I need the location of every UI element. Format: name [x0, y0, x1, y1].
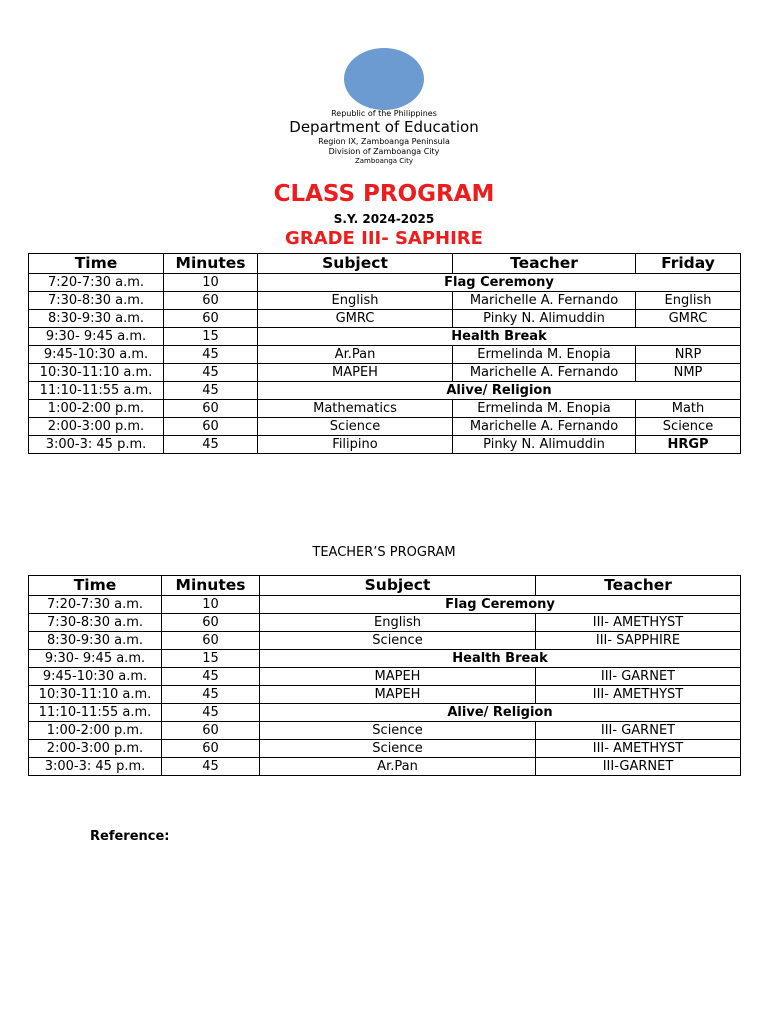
cell-subject: Ar.Pan: [258, 346, 453, 364]
cell-time: 7:20-7:30 a.m.: [29, 274, 164, 292]
cell-minutes: 60: [162, 614, 260, 632]
class-program-table: [28, 253, 741, 454]
page-title: CLASS PROGRAM: [273, 181, 495, 207]
cell-minutes: 15: [164, 328, 258, 346]
table-row: [29, 310, 741, 328]
cell-activity: Flag Ceremony: [260, 596, 741, 614]
teacher-program-table: [28, 575, 741, 776]
cell-friday: GMRC: [636, 310, 741, 328]
table-row: [29, 418, 741, 436]
cell-time: 11:10-11:55 a.m.: [29, 704, 162, 722]
cell-minutes: 60: [162, 632, 260, 650]
table-row: [29, 436, 741, 454]
table-row: [29, 292, 741, 310]
col-time: Time: [29, 576, 162, 596]
cell-teacher: III-GARNET: [536, 758, 741, 776]
cell-teacher: Marichelle A. Fernando: [453, 418, 636, 436]
cell-minutes: 45: [164, 346, 258, 364]
table-row: [29, 704, 741, 722]
cell-time: 8:30-9:30 a.m.: [29, 310, 164, 328]
table-row: [29, 650, 741, 668]
col-time: Time: [29, 254, 164, 274]
col-subject: Subject: [260, 576, 536, 596]
table-row: [29, 596, 741, 614]
table-row: [29, 364, 741, 382]
cell-minutes: 45: [164, 436, 258, 454]
cell-teacher: Marichelle A. Fernando: [453, 364, 636, 382]
cell-subject: Science: [258, 418, 453, 436]
cell-minutes: 45: [164, 382, 258, 400]
cell-time: 2:00-3:00 p.m.: [29, 418, 164, 436]
cell-minutes: 60: [162, 722, 260, 740]
cell-time: 7:30-8:30 a.m.: [29, 614, 162, 632]
cell-subject: Science: [260, 740, 536, 758]
cell-friday: Math: [636, 400, 741, 418]
table-row: [29, 740, 741, 758]
cell-teacher: III- GARNET: [536, 722, 741, 740]
cell-subject: Filipino: [258, 436, 453, 454]
cell-teacher: Ermelinda M. Enopia: [453, 346, 636, 364]
table-row: [29, 632, 741, 650]
cell-time: 3:00-3: 45 p.m.: [29, 436, 164, 454]
cell-activity: Flag Ceremony: [258, 274, 741, 292]
table-row: [29, 328, 741, 346]
cell-teacher: Pinky N. Alimuddin: [453, 310, 636, 328]
cell-time: 3:00-3: 45 p.m.: [29, 758, 162, 776]
cell-subject: Science: [260, 722, 536, 740]
teacher-program-title: TEACHER’S PROGRAM: [312, 545, 456, 560]
cell-friday: HRGP: [636, 436, 741, 454]
table-row: [29, 382, 741, 400]
cell-time: 9:45-10:30 a.m.: [29, 346, 164, 364]
cell-minutes: 10: [162, 596, 260, 614]
cell-subject: Science: [260, 632, 536, 650]
table-row: [29, 346, 741, 364]
cell-teacher: III- SAPPHIRE: [536, 632, 741, 650]
cell-minutes: 60: [164, 418, 258, 436]
col-friday: Friday: [636, 254, 741, 274]
cell-activity: Alive/ Religion: [260, 704, 741, 722]
cell-time: 1:00-2:00 p.m.: [29, 400, 164, 418]
cell-time: 9:30- 9:45 a.m.: [29, 650, 162, 668]
cell-subject: Ar.Pan: [260, 758, 536, 776]
cell-time: 8:30-9:30 a.m.: [29, 632, 162, 650]
cell-teacher: Pinky N. Alimuddin: [453, 436, 636, 454]
republic-line: Republic of the Philippines: [331, 109, 437, 118]
cell-teacher: Marichelle A. Fernando: [453, 292, 636, 310]
cell-friday: English: [636, 292, 741, 310]
table-row: [29, 400, 741, 418]
cell-subject: MAPEH: [260, 668, 536, 686]
cell-minutes: 60: [164, 310, 258, 328]
cell-time: 1:00-2:00 p.m.: [29, 722, 162, 740]
grade-section: GRADE III- SAPHIRE: [285, 228, 483, 249]
cell-time: 10:30-11:10 a.m.: [29, 686, 162, 704]
cell-minutes: 60: [164, 292, 258, 310]
col-minutes: Minutes: [162, 576, 260, 596]
cell-subject: English: [260, 614, 536, 632]
school-year: S.Y. 2024-2025: [333, 212, 435, 226]
cell-minutes: 60: [164, 400, 258, 418]
class-table-header: [29, 254, 741, 274]
cell-subject: MAPEH: [258, 364, 453, 382]
cell-minutes: 45: [162, 704, 260, 722]
table-row: [29, 686, 741, 704]
cell-minutes: 60: [162, 740, 260, 758]
cell-subject: English: [258, 292, 453, 310]
city-line: Zamboanga City: [354, 157, 414, 165]
cell-teacher: III- AMETHYST: [536, 686, 741, 704]
cell-minutes: 10: [164, 274, 258, 292]
cell-activity: Health Break: [258, 328, 741, 346]
cell-activity: Alive/ Religion: [258, 382, 741, 400]
deped-seal-logo: [344, 48, 424, 110]
cell-time: 7:20-7:30 a.m.: [29, 596, 162, 614]
cell-subject: Mathematics: [258, 400, 453, 418]
cell-minutes: 45: [164, 364, 258, 382]
cell-time: 2:00-3:00 p.m.: [29, 740, 162, 758]
table-row: [29, 614, 741, 632]
teacher-table-header: [29, 576, 741, 596]
cell-minutes: 45: [162, 686, 260, 704]
cell-subject: MAPEH: [260, 686, 536, 704]
table-row: [29, 758, 741, 776]
col-minutes: Minutes: [164, 254, 258, 274]
cell-teacher: III- AMETHYST: [536, 740, 741, 758]
cell-teacher: III- AMETHYST: [536, 614, 741, 632]
table-row: [29, 722, 741, 740]
cell-time: 11:10-11:55 a.m.: [29, 382, 164, 400]
cell-activity: Health Break: [260, 650, 741, 668]
region-line: Region IX, Zamboanga Peninsula: [318, 137, 450, 146]
cell-subject: GMRC: [258, 310, 453, 328]
cell-teacher: III- GARNET: [536, 668, 741, 686]
col-teacher: Teacher: [453, 254, 636, 274]
cell-friday: NRP: [636, 346, 741, 364]
reference-label: Reference:: [90, 829, 170, 844]
cell-minutes: 45: [162, 668, 260, 686]
division-line: Division of Zamboanga City: [328, 147, 440, 156]
col-subject: Subject: [258, 254, 453, 274]
cell-minutes: 15: [162, 650, 260, 668]
cell-friday: NMP: [636, 364, 741, 382]
cell-minutes: 45: [162, 758, 260, 776]
department-name: Department of Education: [289, 118, 479, 136]
cell-teacher: Ermelinda M. Enopia: [453, 400, 636, 418]
cell-friday: Science: [636, 418, 741, 436]
cell-time: 9:45-10:30 a.m.: [29, 668, 162, 686]
cell-time: 10:30-11:10 a.m.: [29, 364, 164, 382]
cell-time: 7:30-8:30 a.m.: [29, 292, 164, 310]
table-row: [29, 274, 741, 292]
col-teacher: Teacher: [536, 576, 741, 596]
table-row: [29, 668, 741, 686]
cell-time: 9:30- 9:45 a.m.: [29, 328, 164, 346]
